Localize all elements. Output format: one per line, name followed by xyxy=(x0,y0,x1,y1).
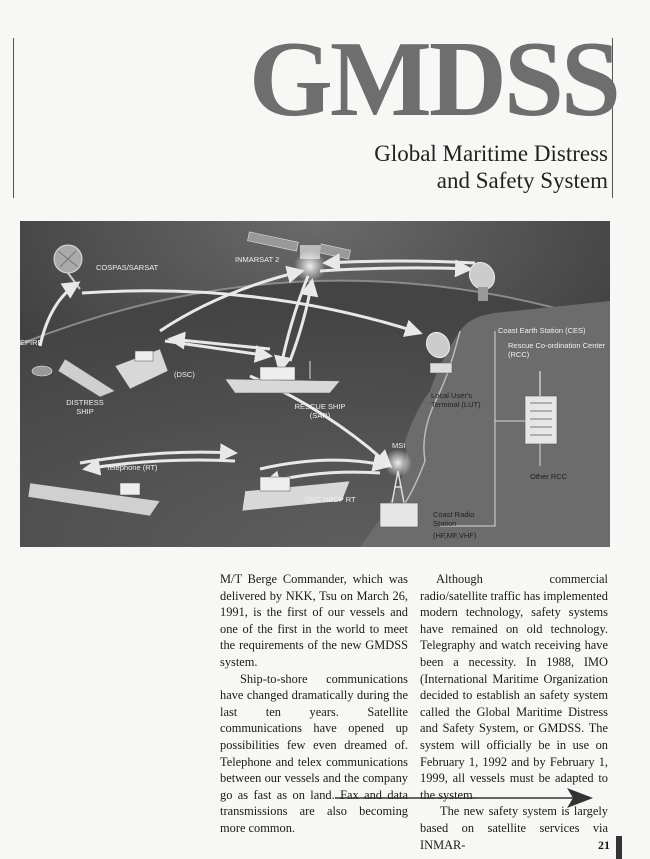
label-lut-line1: Local User's xyxy=(431,391,473,400)
label-coast-radio-line2: Station xyxy=(433,519,457,528)
label-rcc-line1: Rescue Co-ordination Center xyxy=(508,341,606,350)
label-distress-ship-line2: SHIP xyxy=(76,407,94,416)
label-rcc-line2: (RCC) xyxy=(508,350,530,359)
label-inmarsat-2: INMARSAT 2 xyxy=(235,255,280,264)
label-rescue-ship xyxy=(290,402,350,420)
label-coast-radio-station xyxy=(433,510,476,540)
label-epirb: EPIRB xyxy=(20,338,43,347)
epirb-buoy-icon xyxy=(32,366,52,376)
page-edge-bar xyxy=(616,836,622,859)
page-number: 21 xyxy=(598,838,610,852)
left-margin-line xyxy=(13,38,14,198)
label-distress-ship xyxy=(60,398,110,416)
subtitle-line-1: Global Maritime Distress xyxy=(374,141,608,166)
label-coast-radio-line1: Coast Radio xyxy=(433,510,475,519)
label-msi: MSI xyxy=(392,441,406,450)
label-rescue-ship-line2: (SAR) xyxy=(309,411,331,420)
label-dsc-nbdp-rt: DSC NBDP RT xyxy=(305,495,356,504)
subtitle-line-2: and Safety System xyxy=(436,168,608,193)
text-column-2 xyxy=(420,571,608,853)
label-other-rcc: Other RCC xyxy=(530,472,568,481)
continue-arrow-icon xyxy=(335,786,595,810)
column1-paragraph-1: M/T Berge Commander, which was delivered by NKK, Tsu on March 26, 1991, is the first of our vessels and one of the first in the world to meet the requirements of the new GMDSS system. xyxy=(220,572,408,669)
column1-paragraph-2: Ship-to-shore communications have changed dramatically during the last ten years. Satellite communications have opened up possibilities few even dreamed of. Telephone and telex communications between our vessels and the company go as fast as on land. Fax and data transmissions are also becoming more common. xyxy=(220,671,408,835)
label-rcc xyxy=(508,341,605,359)
page-subtitle xyxy=(288,140,608,194)
column2-paragraph-2: The new safety system is largely based on satellite services via INMAR- xyxy=(420,804,608,852)
label-lut xyxy=(431,391,481,409)
label-cospas-sarsat: COSPAS/SARSAT xyxy=(96,263,159,272)
label-rescue-ship-line1: RESCUE SHIP xyxy=(294,402,346,411)
label-lut-line2: Terminal (LUT) xyxy=(431,400,481,409)
label-telephone-rt: Telephone (RT) xyxy=(106,463,158,472)
label-coast-earth-station: Coast Earth Station (CES) xyxy=(498,326,586,335)
page-title: GMDSS xyxy=(248,20,618,139)
label-dsc: (DSC) xyxy=(174,370,195,379)
column2-paragraph-1: Although commercial radio/satellite traffic has implemented modern technology, safety systems have remained on old technology. Telegraphy and watch receiving have been a necessity. In 1988, IMO (International Maritime Organization decided to establish an safety system called the Global Maritime Distress and Safety System, or GMDSS. The system will officially be in use on February 1, 1992 and by February 1, 1999, all vessels must be adapted to the system. xyxy=(420,572,608,802)
gmdss-diagram xyxy=(20,221,610,547)
label-distress-ship-line1: DISTRESS xyxy=(66,398,104,407)
label-coast-radio-line3: (HF,MF,VHF) xyxy=(433,531,477,540)
